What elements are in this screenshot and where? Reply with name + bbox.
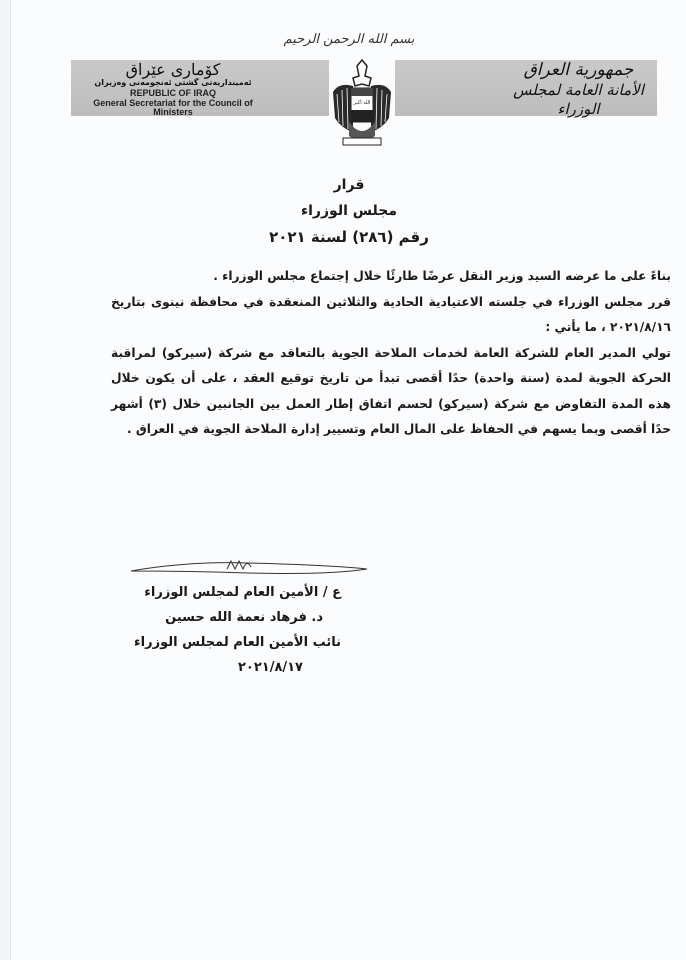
on-behalf-line: ع / الأمين العام لمجلس الوزراء xyxy=(144,585,341,600)
decision-heading xyxy=(11,172,686,250)
intro-paragraph: بناءً على ما عرضه السيد وزير النقل عرضًا طارئًا خلال إجتماع مجلس الوزراء . xyxy=(213,269,671,283)
svg-text:الله أكبر: الله أكبر xyxy=(353,100,371,106)
signature-block xyxy=(111,580,361,680)
signatory-name: د. فرهاد نعمة الله حسين xyxy=(165,610,323,625)
decision-number: رقم (٢٨٦) لسنة ٢٠٢١ xyxy=(269,228,429,246)
decision-paragraph: قرر مجلس الوزراء في جلسته الاعتيادية الحادية والثلاثين المنعقدة في محافظة نينوى بتاريخ ٢٠٢١/٨/١٦ ، ما يأتي : xyxy=(111,294,671,334)
kurdish-subtitle: ئەمینداریەتی گشتی ئەنجومەنی وەزیران xyxy=(94,77,252,87)
eagle-icon xyxy=(329,56,395,152)
english-secretariat: General Secretariat for the Council of Ministers xyxy=(93,97,253,118)
signature-date: ٢٠٢١/٨/١٧ xyxy=(237,660,303,675)
english-republic: REPUBLIC OF IRAQ xyxy=(129,88,216,99)
kurdish-title: کۆماری عێراق xyxy=(125,60,221,79)
decision-item: تولي المدير العام للشركة العامة لخدمات الملاحة الجوية بالتعاقد مع شركة (سيركو) لمراقبة الحركة الجوية لمدة (سنة واحدة) حدًا أقصى تبدأ من تاريخ توقيع العقد ، على أن يكون خلال هذه المدة التفاوض مع شركة (سيركو) لحسم اتفاق إطار العمل بين الجانبين خلال (٣) أشهر حدًا أقصى وبما يسهم في الحفاظ على المال العام وتسيير إدارة الملاحة الجوية في العراق . xyxy=(111,345,671,436)
decision-body xyxy=(111,264,671,443)
signature-icon xyxy=(129,555,369,581)
document-page xyxy=(10,0,686,960)
letterhead-right xyxy=(501,60,656,119)
arabic-secretariat: الأمانة العامة لمجلس الوزراء xyxy=(513,81,644,118)
basmala: بسم الله الرحمن الرحيم xyxy=(283,32,415,47)
iraq-emblem-icon xyxy=(329,56,395,152)
decision-title: قرار xyxy=(333,177,365,193)
letterhead-left xyxy=(73,62,273,118)
arabic-republic: جمهورية العراق xyxy=(523,60,634,80)
signatory-position: نائب الأمين العام لمجلس الوزراء xyxy=(134,635,341,650)
issuer: مجلس الوزراء xyxy=(300,203,398,219)
